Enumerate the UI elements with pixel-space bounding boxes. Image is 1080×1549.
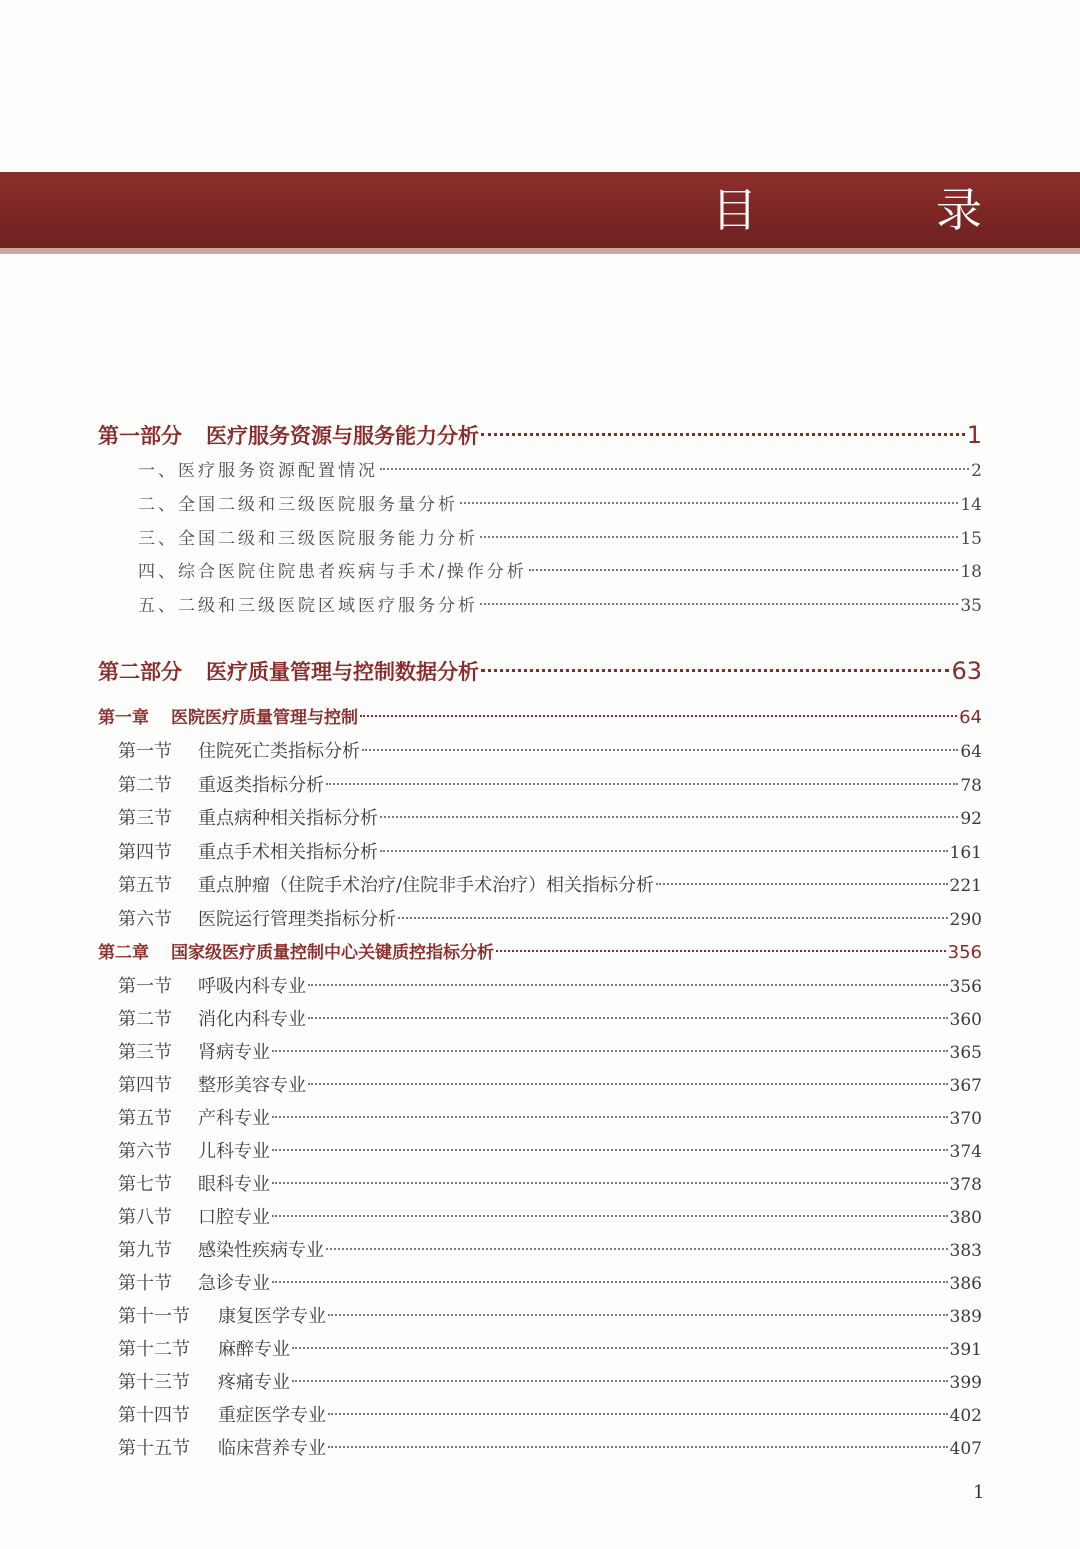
- section-title: 眼科专业: [198, 1174, 270, 1195]
- page-number: 64: [959, 707, 982, 728]
- part-title: 医疗服务资源与服务能力分析: [206, 424, 479, 448]
- toc-item[interactable]: [0, 591, 1080, 616]
- page-number: 365: [949, 1043, 982, 1063]
- leader-dots: [272, 1050, 948, 1052]
- page-number: 290: [949, 910, 982, 930]
- section-title: 儿科专业: [198, 1141, 270, 1162]
- toc-section[interactable]: [0, 905, 1080, 931]
- section-number: 第十二节: [118, 1339, 190, 1360]
- section-number: 第十一节: [118, 1306, 190, 1327]
- toc-section[interactable]: [0, 771, 1080, 797]
- page-number: 402: [949, 1406, 982, 1426]
- page-number: 14: [960, 495, 982, 515]
- section-title: 医院运行管理类指标分析: [198, 909, 396, 930]
- leader-dots: [272, 1116, 948, 1118]
- toc-part-1[interactable]: [0, 420, 1080, 450]
- toc-chapter-1[interactable]: [0, 703, 1080, 728]
- section-title: 临床营养专业: [218, 1438, 326, 1459]
- toc-section[interactable]: [0, 804, 1080, 830]
- section-number: 第九节: [118, 1240, 172, 1261]
- page-number: 64: [960, 742, 982, 762]
- toc-chapter-2[interactable]: [0, 938, 1080, 963]
- toc-section[interactable]: [0, 737, 1080, 763]
- page-title: 目 录: [711, 183, 1064, 237]
- leader-dots: [272, 1215, 948, 1217]
- toc-section[interactable]: [0, 1137, 1080, 1163]
- toc-item[interactable]: [0, 524, 1080, 549]
- leader-dots: [481, 669, 949, 672]
- leader-dots: [308, 984, 948, 986]
- page-number: 356: [947, 942, 982, 963]
- section-number: 第五节: [118, 1108, 172, 1129]
- toc-section[interactable]: [0, 1170, 1080, 1196]
- section-number: 第二节: [118, 775, 172, 796]
- chapter-title: 国家级医疗质量控制中心关键质控指标分析: [171, 943, 494, 963]
- part-title: 医疗质量管理与控制数据分析: [206, 660, 479, 684]
- toc-item[interactable]: [0, 456, 1080, 481]
- toc-section[interactable]: [0, 1038, 1080, 1064]
- toc-section[interactable]: [0, 972, 1080, 998]
- section-title: 整形美容专业: [198, 1075, 306, 1096]
- section-number: 第六节: [118, 1141, 172, 1162]
- toc-section[interactable]: [0, 1203, 1080, 1229]
- page-number: 2: [971, 461, 982, 481]
- section-number: 第十四节: [118, 1405, 190, 1426]
- section-number: 第一节: [118, 741, 172, 762]
- leader-dots: [328, 1413, 948, 1415]
- chapter-number: 第二章: [98, 943, 149, 963]
- section-number: 第八节: [118, 1207, 172, 1228]
- section-number: 第七节: [118, 1174, 172, 1195]
- leader-dots: [308, 1017, 948, 1019]
- section-title: 疼痛专业: [218, 1372, 290, 1393]
- page-number: 15: [960, 529, 982, 549]
- page-number: 367: [949, 1076, 982, 1096]
- leader-dots: [292, 1347, 948, 1349]
- section-number: 第十三节: [118, 1372, 190, 1393]
- toc-section[interactable]: [0, 838, 1080, 864]
- leader-dots: [360, 715, 957, 717]
- page-number: 78: [960, 776, 982, 796]
- section-title: 重点病种相关指标分析: [198, 808, 378, 829]
- page-number: 1: [966, 421, 982, 449]
- leader-dots: [529, 569, 959, 571]
- section-title: 肾病专业: [198, 1042, 270, 1063]
- page-number: 221: [949, 876, 982, 896]
- toc-part-2[interactable]: [0, 656, 1080, 686]
- toc-section[interactable]: [0, 1434, 1080, 1460]
- page-number: 360: [949, 1010, 982, 1030]
- item-label: 二、全国二级和三级医院服务量分析: [138, 495, 458, 515]
- leader-dots: [326, 1248, 948, 1250]
- section-title: 消化内科专业: [198, 1009, 306, 1030]
- toc-section[interactable]: [0, 1104, 1080, 1130]
- leader-dots: [328, 1314, 948, 1316]
- item-label: 五、二级和三级医院区域医疗服务分析: [138, 596, 478, 616]
- leader-dots: [380, 816, 958, 818]
- chapter-title: 医院医疗质量管理与控制: [171, 708, 358, 728]
- toc-section[interactable]: [0, 1368, 1080, 1394]
- page-number: 356: [949, 977, 982, 997]
- page-number-footer: 1: [973, 1482, 985, 1503]
- section-title: 重点手术相关指标分析: [198, 842, 378, 863]
- part-number: 第一部分: [98, 424, 182, 448]
- section-title: 重返类指标分析: [198, 775, 324, 796]
- section-number: 第一节: [118, 976, 172, 997]
- leader-dots: [308, 1083, 948, 1085]
- page-number: 18: [960, 562, 982, 582]
- page-number: 383: [949, 1241, 982, 1261]
- leader-dots: [272, 1182, 948, 1184]
- leader-dots: [362, 749, 958, 751]
- section-title: 感染性疾病专业: [198, 1240, 324, 1261]
- section-number: 第四节: [118, 1075, 172, 1096]
- item-label: 一、医疗服务资源配置情况: [138, 461, 378, 481]
- page-number: 378: [949, 1175, 982, 1195]
- leader-dots: [326, 783, 958, 785]
- section-title: 住院死亡类指标分析: [198, 741, 360, 762]
- leader-dots: [480, 536, 958, 538]
- title-banner: [0, 172, 1080, 254]
- section-number: 第五节: [118, 875, 172, 896]
- leader-dots: [496, 950, 946, 952]
- page-number: 161: [949, 843, 982, 863]
- leader-dots: [328, 1446, 948, 1448]
- section-title: 康复医学专业: [218, 1306, 326, 1327]
- leader-dots: [480, 603, 958, 605]
- page-number: 35: [960, 596, 982, 616]
- leader-dots: [292, 1380, 948, 1382]
- section-number: 第二节: [118, 1009, 172, 1030]
- toc-section[interactable]: [0, 1401, 1080, 1427]
- section-number: 第十节: [118, 1273, 172, 1294]
- toc-section[interactable]: [0, 1269, 1080, 1295]
- leader-dots: [380, 468, 969, 470]
- leader-dots: [272, 1281, 948, 1283]
- page-number: 374: [949, 1142, 982, 1162]
- section-number: 第六节: [118, 909, 172, 930]
- item-label: 四、综合医院住院患者疾病与手术/操作分析: [138, 562, 527, 582]
- section-title: 口腔专业: [198, 1207, 270, 1228]
- section-title: 急诊专业: [198, 1273, 270, 1294]
- toc-section[interactable]: [0, 1005, 1080, 1031]
- section-number: 第三节: [118, 1042, 172, 1063]
- page-number: 389: [949, 1307, 982, 1327]
- section-title: 重点肿瘤（住院手术治疗/住院非手术治疗）相关指标分析: [198, 875, 655, 896]
- chapter-number: 第一章: [98, 708, 149, 728]
- toc-item[interactable]: [0, 557, 1080, 582]
- section-title: 麻醉专业: [218, 1339, 290, 1360]
- page-number: 407: [949, 1439, 982, 1459]
- page-number: 63: [951, 657, 982, 685]
- page-number: 386: [949, 1274, 982, 1294]
- page-number: 370: [949, 1109, 982, 1129]
- toc-item[interactable]: [0, 490, 1080, 515]
- section-title: 重症医学专业: [218, 1405, 326, 1426]
- page-number: 391: [949, 1340, 982, 1360]
- toc-section[interactable]: [0, 1302, 1080, 1328]
- toc-section[interactable]: [0, 1071, 1080, 1097]
- section-number: 第三节: [118, 808, 172, 829]
- leader-dots: [656, 883, 947, 885]
- toc-section[interactable]: [0, 1335, 1080, 1361]
- part-number: 第二部分: [98, 660, 182, 684]
- leader-dots: [272, 1149, 948, 1151]
- leader-dots: [380, 850, 948, 852]
- section-title: 产科专业: [198, 1108, 270, 1129]
- toc-section[interactable]: [0, 1236, 1080, 1262]
- toc-section[interactable]: [0, 871, 1080, 897]
- page-number: 380: [949, 1208, 982, 1228]
- section-number: 第四节: [118, 842, 172, 863]
- leader-dots: [460, 502, 958, 504]
- section-number: 第十五节: [118, 1438, 190, 1459]
- page-number: 92: [960, 809, 982, 829]
- item-label: 三、全国二级和三级医院服务能力分析: [138, 529, 478, 549]
- leader-dots: [481, 433, 965, 436]
- leader-dots: [398, 917, 948, 919]
- section-title: 呼吸内科专业: [198, 976, 306, 997]
- page-number: 399: [949, 1373, 982, 1393]
